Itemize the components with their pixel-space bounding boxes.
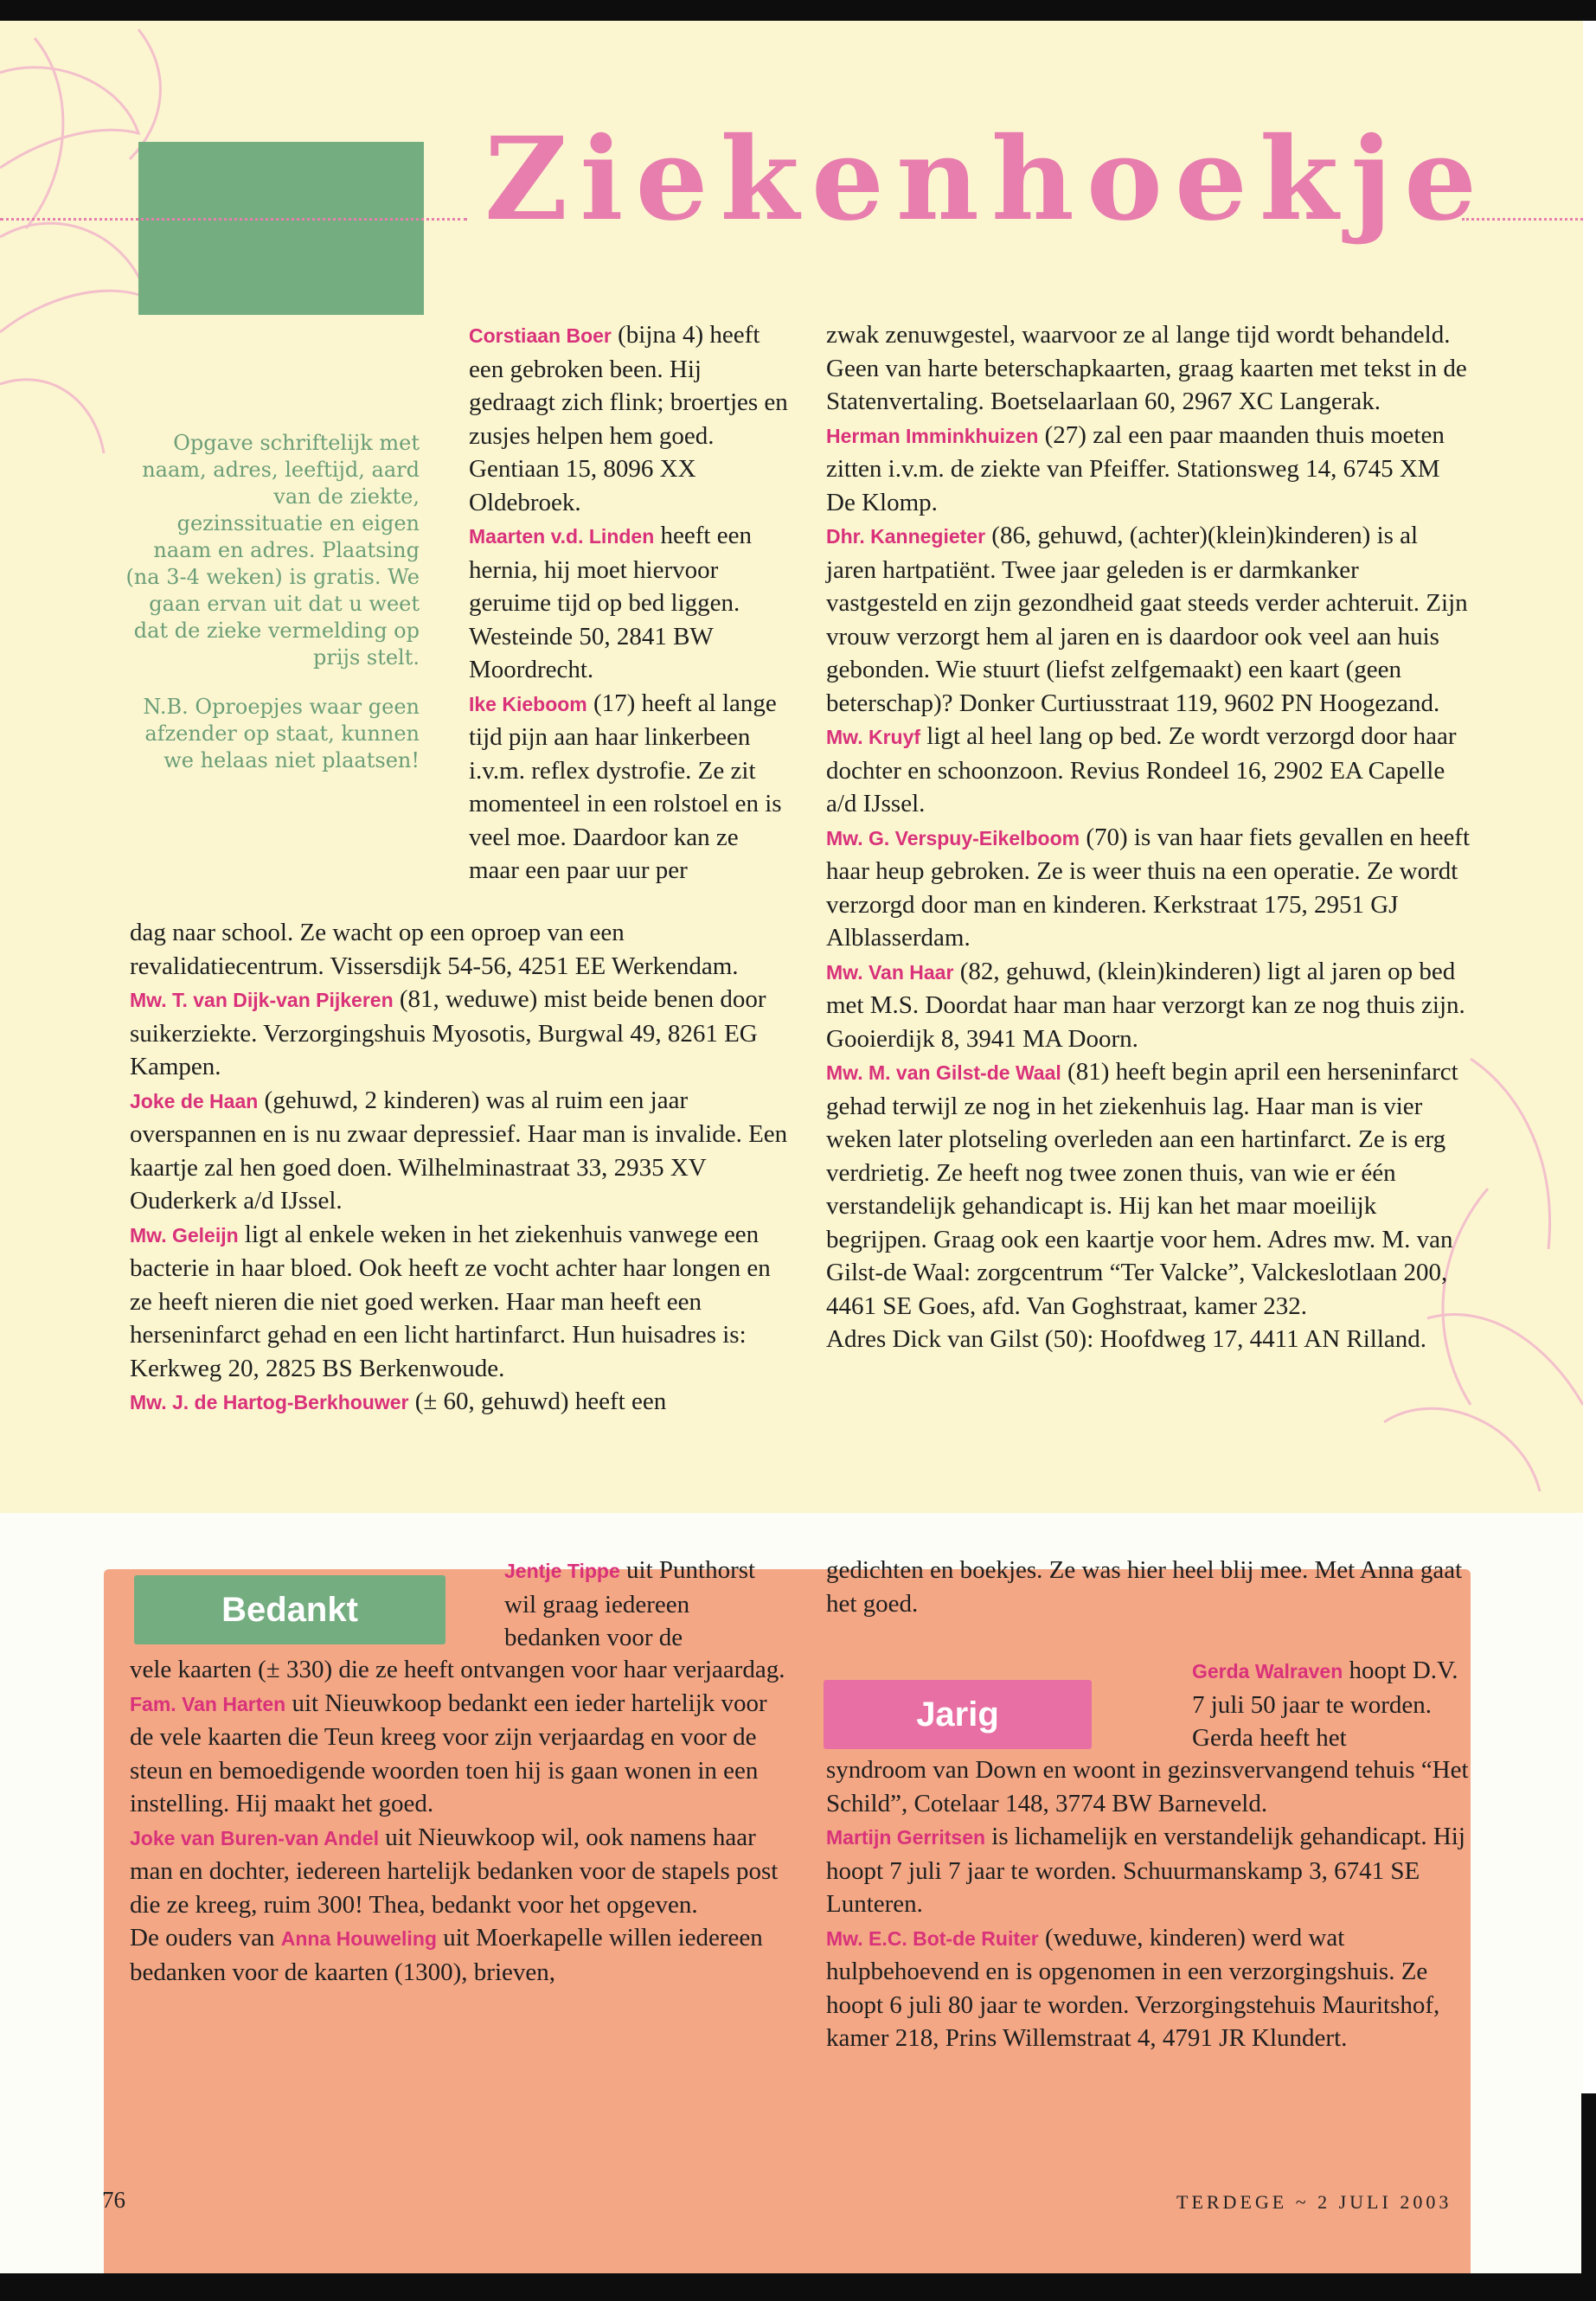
announcement-text: ligt al enkele weken in het ziekenhuis vanwege een bacterie in haar bloed. Ook heeft ze vocht achter haar longen en ze heeft nieren die niet goed werken. Haar man heeft een herseninfarct gehad en een licht hartinfarct. Hun huisadres is: Kerkweg 20, 2825 BS Berkenwoude. bbox=[130, 1220, 771, 1382]
announcement bbox=[826, 419, 1471, 520]
announcement bbox=[826, 519, 1471, 720]
announcement-text: (weduwe, kinderen) werd wat hulpbehoevend en is opgenomen in een verzorgingshuis. Ze hoopt 6 juli 80 jaar te worden. Verzorgingstehuis Mauritshof, kamer 218, Prins Willemstraat 4, 4791 JR Klundert. bbox=[826, 1923, 1440, 2052]
person-name: Mw. Geleijn bbox=[130, 1223, 239, 1247]
announcement bbox=[826, 318, 1471, 419]
announcement-text: hoopt D.V. 7 juli 50 jaar te worden. Gerda heeft het bbox=[1192, 1657, 1458, 1752]
announcement bbox=[826, 1323, 1471, 1356]
person-name: Mw. G. Verspuy-Eikelboom bbox=[826, 826, 1080, 849]
person-name: Fam. Van Harten bbox=[130, 1692, 286, 1715]
announcement bbox=[130, 1687, 792, 1821]
announcement-text: uit Nieuwkoop wil, ook namens haar man en dochter, iedereen hartelijk bedanken voor de stapels post die ze kreeg, ruim 300! Thea, bedankt voor het opgeven. bbox=[130, 1823, 779, 1919]
bedankt-column-top bbox=[504, 1554, 785, 1655]
person-name: Joke de Haan bbox=[130, 1089, 259, 1112]
jarig-column-top bbox=[1192, 1654, 1471, 1755]
sidebar-paragraph: Opgave schriftelijk met naam, adres, leeftijd, aard van de ziekte, gezinssituatie en eigen naam en adres. Plaatsing (na 3-4 weken) is gratis. We gaan ervan uit dat u weet dat de zieke vermelding op prijs stelt. bbox=[125, 431, 420, 670]
page-title: Ziekenhoekje bbox=[484, 112, 1490, 247]
announcement bbox=[130, 1218, 792, 1386]
announcement-prefix: De ouders van bbox=[130, 1924, 281, 1952]
announcement bbox=[826, 955, 1471, 1056]
announcement bbox=[826, 1921, 1471, 2055]
submission-info bbox=[125, 430, 420, 797]
bedankt-heading: Bedankt bbox=[134, 1575, 445, 1644]
ziek-column-right bbox=[826, 318, 1471, 1356]
scan-border-bottom bbox=[0, 2273, 1596, 2301]
person-name: Mw. M. van Gilst-de Waal bbox=[826, 1061, 1061, 1084]
announcement-text: (86, gehuwd, (achter)(klein)kinderen) is al jaren hartpatiënt. Twee jaar geleden is er darmkanker vastgesteld en zijn gezondheid gaat steeds verder achteruit. Zijn vrouw verzorgt hem al jaren en is daardoor ook veel aan huis gebonden. Wie stuurt (liefst zelfgemaakt) een kaart (geen beterschap)? Donker Curtiusstraat 119, 9602 PN Hoogezand. bbox=[826, 522, 1468, 717]
announcement-text: (gehuwd, 2 kinderen) was al ruim een jaar overspannen en is nu zwaar depressief. Haar man is invalide. Een kaartje zal hen goed doen. Wilhelminastraat 33, 2935 XV Ouderkerk a/d IJssel. bbox=[130, 1086, 788, 1215]
announcement bbox=[130, 1921, 792, 1989]
announcement bbox=[130, 1385, 792, 1420]
announcement bbox=[130, 1653, 792, 1687]
announcement-text: uit Moerkapelle willen iedereen bedanken voor de kaarten (1300), brieven, bbox=[130, 1924, 763, 1986]
scan-border-top bbox=[0, 0, 1596, 21]
announcement bbox=[826, 1055, 1471, 1323]
announcement bbox=[504, 1554, 785, 1655]
announcement bbox=[1192, 1654, 1471, 1755]
announcement bbox=[826, 1753, 1471, 1820]
person-name: Gerda Walraven bbox=[1192, 1660, 1343, 1682]
announcement bbox=[826, 720, 1471, 821]
announcement-text: (81, weduwe) mist beide benen door suikerziekte. Verzorgingshuis Myosotis, Burgwal 49, 8261 EG Kampen. bbox=[130, 985, 766, 1080]
announcement bbox=[130, 1821, 792, 1922]
person-name: Mw. T. van Dijk-van Pijkeren bbox=[130, 989, 394, 1011]
ziek-column-top bbox=[469, 318, 789, 888]
announcement bbox=[826, 821, 1471, 955]
announcement-text: gedichten en boekjes. Ze was hier heel blij mee. Met Anna gaat het goed. bbox=[826, 1556, 1463, 1618]
person-name: Mw. E.C. Bot-de Ruiter bbox=[826, 1926, 1039, 1950]
announcement-text: heeft een hernia, hij moet hiervoor geruime tijd op bed liggen. Westeinde 50, 2841 BW Moordrecht. bbox=[469, 522, 752, 683]
announcement-text: (82, gehuwd, (klein)kinderen) ligt al jaren op bed met M.S. Doordat haar man haar verzorgt kan ze nog thuis zijn. Gooierdijk 8, 3941 MA Doorn. bbox=[826, 957, 1465, 1053]
person-name: Dhr. Kannegieter bbox=[826, 525, 986, 548]
person-name: Martijn Gerritsen bbox=[826, 1826, 986, 1849]
person-name: Mw. J. de Hartog-Berkhouwer bbox=[130, 1391, 409, 1413]
bedankt-column-right bbox=[826, 1554, 1471, 1620]
announcement-text: dag naar school. Ze wacht op een oproep van een revalidatiecentrum. Vissersdijk 54-56, 4251 EE Werkendam. bbox=[130, 919, 739, 980]
person-name: Mw. Kruyf bbox=[826, 726, 921, 748]
announcement bbox=[826, 1820, 1471, 1921]
person-name: Herman Imminkhuizen bbox=[826, 424, 1039, 447]
announcement-text: (17) heeft al lange tijd pijn aan haar linkerbeen i.v.m. reflex dystrofie. Ze zit momenteel in een rolstoel en is veel moe. Daardoor kan ze maar een paar uur per bbox=[469, 689, 782, 884]
title-rule-left bbox=[0, 218, 467, 221]
person-name: Maarten v.d. Linden bbox=[469, 525, 655, 548]
announcement-text: (± 60, gehuwd) heeft een bbox=[408, 1388, 667, 1415]
announcement-text: uit Nieuwkoop bedankt een ieder hartelijk voor de vele kaarten die Teun kreeg voor zijn verjaardag en voor de steun en bemoedigende woorden toen hij is gaan wonen in een instelling. Hij maakt het goed. bbox=[130, 1689, 767, 1817]
announcement bbox=[130, 983, 792, 1084]
person-name: Anna Houweling bbox=[280, 1927, 437, 1950]
sidebar-paragraph: N.B. Oproepjes waar geen afzender op staat, kunnen we helaas niet plaatsen! bbox=[143, 695, 420, 772]
announcement-text: vele kaarten (± 330) die ze heeft ontvangen voor haar verjaardag. bbox=[130, 1656, 785, 1683]
announcement-text: (27) zal een paar maanden thuis moeten zitten i.v.m. de ziekte van Pfeiffer. Stationsweg 14, 6745 XM De Klomp. bbox=[826, 420, 1445, 516]
person-name: Ike Kieboom bbox=[469, 692, 587, 715]
bedankt-column-left bbox=[130, 1653, 792, 1989]
announcement-text: uit Punthorst wil graag iedereen bedanken voor de bbox=[504, 1556, 756, 1651]
announcement bbox=[469, 687, 789, 888]
announcement bbox=[130, 916, 792, 983]
announcement-text: ligt al heel lang op bed. Ze wordt verzorgd door haar dochter en schoonzoon. Revius Rondeel 16, 2902 EA Capelle a/d IJssel. bbox=[826, 722, 1457, 817]
announcement bbox=[826, 1554, 1471, 1620]
jarig-column-right bbox=[826, 1753, 1471, 2055]
magazine-page bbox=[0, 21, 1583, 2273]
announcement-text: Adres Dick van Gilst (50): Hoofdweg 17, 4411 AN Rilland. bbox=[826, 1325, 1427, 1353]
ziek-column-left bbox=[130, 916, 792, 1420]
announcement bbox=[130, 1084, 792, 1218]
announcement bbox=[469, 318, 789, 519]
person-name: Jentje Tippe bbox=[504, 1560, 620, 1582]
announcement-text: syndroom van Down en woont in gezinsvervangend tehuis “Het Schild”, Cotelaar 148, 3774 BW Barneveld. bbox=[826, 1756, 1469, 1817]
announcement-text: (70) is van haar fiets gevallen en heeft haar heup gebroken. Ze is weer thuis na een operatie. Ze wordt verzorgd door man en kinderen. Kerkstraat 175, 2951 GJ Alblasserdam. bbox=[826, 823, 1471, 952]
announcement-text: is lichamelijk en verstandelijk gehandicapt. Hij hoopt 7 juli 7 jaar te worden. Schuurmanskamp 3, 6741 SE Lunteren. bbox=[826, 1823, 1465, 1918]
scan-border-right bbox=[1581, 2093, 1596, 2275]
person-name: Corstiaan Boer bbox=[469, 324, 612, 347]
person-name: Mw. Van Haar bbox=[826, 960, 954, 984]
announcement bbox=[469, 519, 789, 687]
page-number: 76 bbox=[102, 2187, 125, 2213]
announcement-text: zwak zenuwgestel, waarvoor ze al lange tijd wordt behandeld. Geen van harte beterschapkaarten, graag kaarten met tekst in de Statenvertaling. Boetselaarlaan 60, 2967 XC Langerak. bbox=[826, 321, 1467, 415]
green-accent-block bbox=[138, 142, 424, 315]
person-name: Joke van Buren-van Andel bbox=[130, 1826, 380, 1849]
announcement-text: (bijna 4) heeft een gebroken been. Hij gedraagt zich flink; broertjes en zusjes helpen hem goed. Gentiaan 15, 8096 XX Oldebroek. bbox=[469, 321, 788, 516]
jarig-heading: Jarig bbox=[824, 1680, 1092, 1749]
announcement-text: (81) heeft begin april een herseninfarct gehad terwijl ze nog in het ziekenhuis lag. Haar man is vier weken later plotseling overleden aan een hartinfarct. Ze is erg verdrietig. Ze heeft nog twee zonen thuis, van wie er één verstandelijk gehandicapt is. Hij kan het maar moeilijk begrijpen. Graag ook een kaartje voor hem. Adres mw. M. van Gilst-de Waal: zorgcentrum “Ter Valcke”, Valckeslotlaan 200, 4461 SE Goes, afd. Van Goghstraat, kamer 232. bbox=[826, 1058, 1458, 1320]
magazine-footer: TERDEGE ~ 2 JULI 2003 bbox=[1176, 2191, 1452, 2213]
